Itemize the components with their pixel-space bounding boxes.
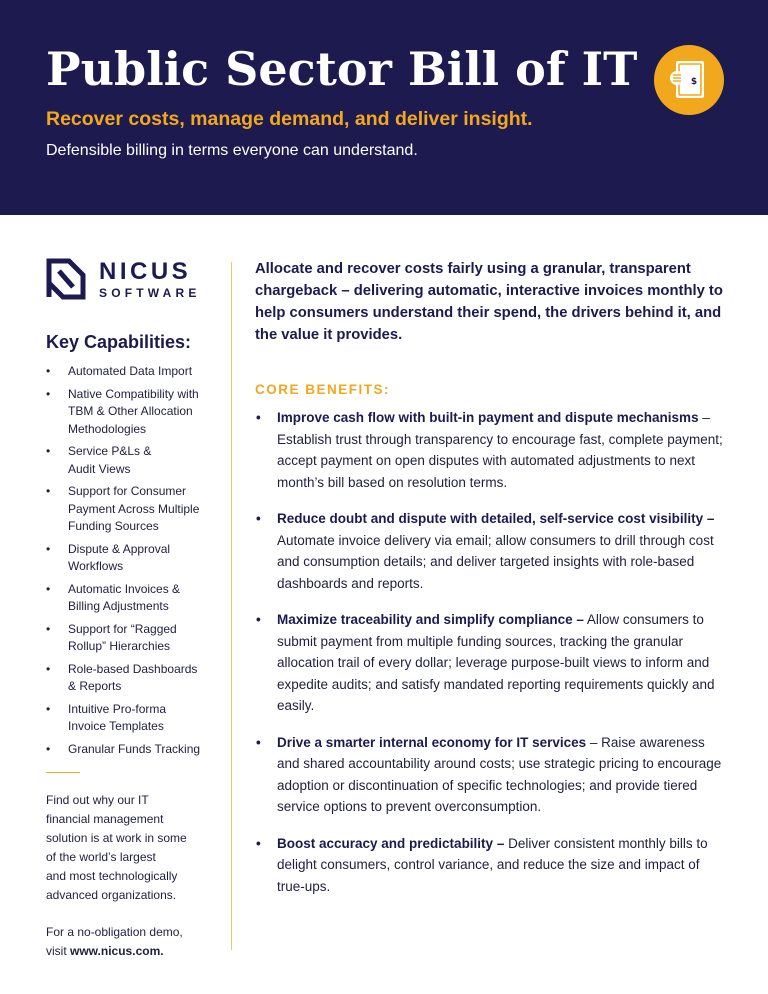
capability-item: • Support for Consumer Payment Across Multiple Funding Sources: [46, 483, 216, 536]
sidebar-divider: [46, 772, 80, 773]
core-benefits-heading: CORE BENEFITS:: [255, 382, 391, 397]
cta-text: Find out why our IT financial management solution is at work in some of the world’s largest and most technologically advanced organizations.: [46, 793, 187, 902]
capability-item: • Automatic Invoices & Billing Adjustments: [46, 581, 216, 616]
capability-item: • Dispute & Approval Workflows: [46, 541, 216, 576]
benefit-lead: Drive a smarter internal economy for IT services: [277, 734, 587, 750]
benefit-lead: Improve cash flow with built-in payment and dispute mechanisms: [277, 410, 699, 425]
capability-item: • Service P&Ls & Audit Views: [46, 443, 216, 478]
subtitle: Defensible billing in terms everyone can understand.: [46, 142, 418, 159]
benefit-lead: Reduce doubt and dispute with detailed, self-service cost visibility –: [277, 511, 715, 526]
capability-item: • Support for “Ragged Rollup” Hierarchies: [46, 621, 216, 656]
capability-item: • Role-based Dashboards & Reports: [46, 661, 216, 696]
capability-item: • Automated Data Import: [46, 363, 216, 381]
demo-text-block: [46, 923, 216, 961]
benefit-lead: Boost accuracy and predictability –: [277, 835, 505, 851]
demo-text: For a no-obligation demo, visit: [46, 925, 183, 958]
key-capabilities-heading: Key Capabilities:: [46, 332, 192, 352]
benefit-text: Allow consumers to submit payment from multiple funding sources, tracking the granular allocation trail of every dollar; leverage purpose-built views to inform and expedite audits; and satisfy mandated reporting requirements quickly and easily.: [277, 612, 715, 713]
tagline: Recover costs, manage demand, and deliver insight.: [46, 108, 533, 130]
page-title: Public Sector Bill of IT: [46, 42, 638, 96]
benefit-text: – Establish trust through transparency to encourage fast, complete payment; accept payment on open disputes with automated adjustments to next month’s bill based on resolution terms.: [277, 410, 723, 490]
benefits-list: [255, 407, 725, 897]
logo-subtitle: SOFTWARE: [99, 286, 201, 300]
benefit-text: – Raise awareness and shared accountability around costs; use strategic pricing to encourage adoption or discontinuation of specific technologies; and provide tiered service options to prevent overconsumption.: [277, 734, 722, 814]
benefit-item: [255, 833, 725, 898]
capability-item: • Intuitive Pro-forma Invoice Templates: [46, 701, 216, 736]
sidebar: [46, 258, 216, 961]
benefit-item: [255, 508, 725, 594]
benefit-lead: Maximize traceability and simplify compliance –: [277, 612, 584, 627]
benefit-item: [255, 609, 725, 717]
bill-icon: [654, 45, 724, 115]
logo-name: NICUS: [99, 258, 192, 285]
benefit-item: [255, 732, 725, 818]
benefit-text: Automate invoice delivery via email; allow consumers to drill through cost and consumption details; and deliver targeted insights with role-based dashboards and reports.: [277, 532, 714, 591]
logo-mark-icon: [46, 258, 86, 300]
benefit-item: [255, 407, 725, 493]
header-banner: [0, 0, 768, 215]
benefit-text: Deliver consistent monthly bills to delight consumers, control variance, and reduce the size and impact of true-ups.: [277, 835, 708, 894]
column-divider: [231, 262, 232, 950]
main-content: [255, 258, 725, 912]
capability-item: • Granular Funds Tracking: [46, 741, 216, 759]
dollar-symbol: $: [690, 77, 698, 87]
website-link[interactable]: www.nicus.com.: [70, 944, 164, 958]
bill-badge: [654, 45, 724, 115]
nicus-logo: [46, 258, 216, 304]
intro-paragraph: Allocate and recover costs fairly using a granular, transparent chargeback – delivering automatic, interactive invoices monthly to help consumers understand their spend, the drivers behind it, and the value it provides.: [255, 261, 723, 343]
capability-item: • Native Compatibility with TBM & Other Allocation Methodologies: [46, 386, 216, 439]
capabilities-list: [46, 363, 216, 758]
